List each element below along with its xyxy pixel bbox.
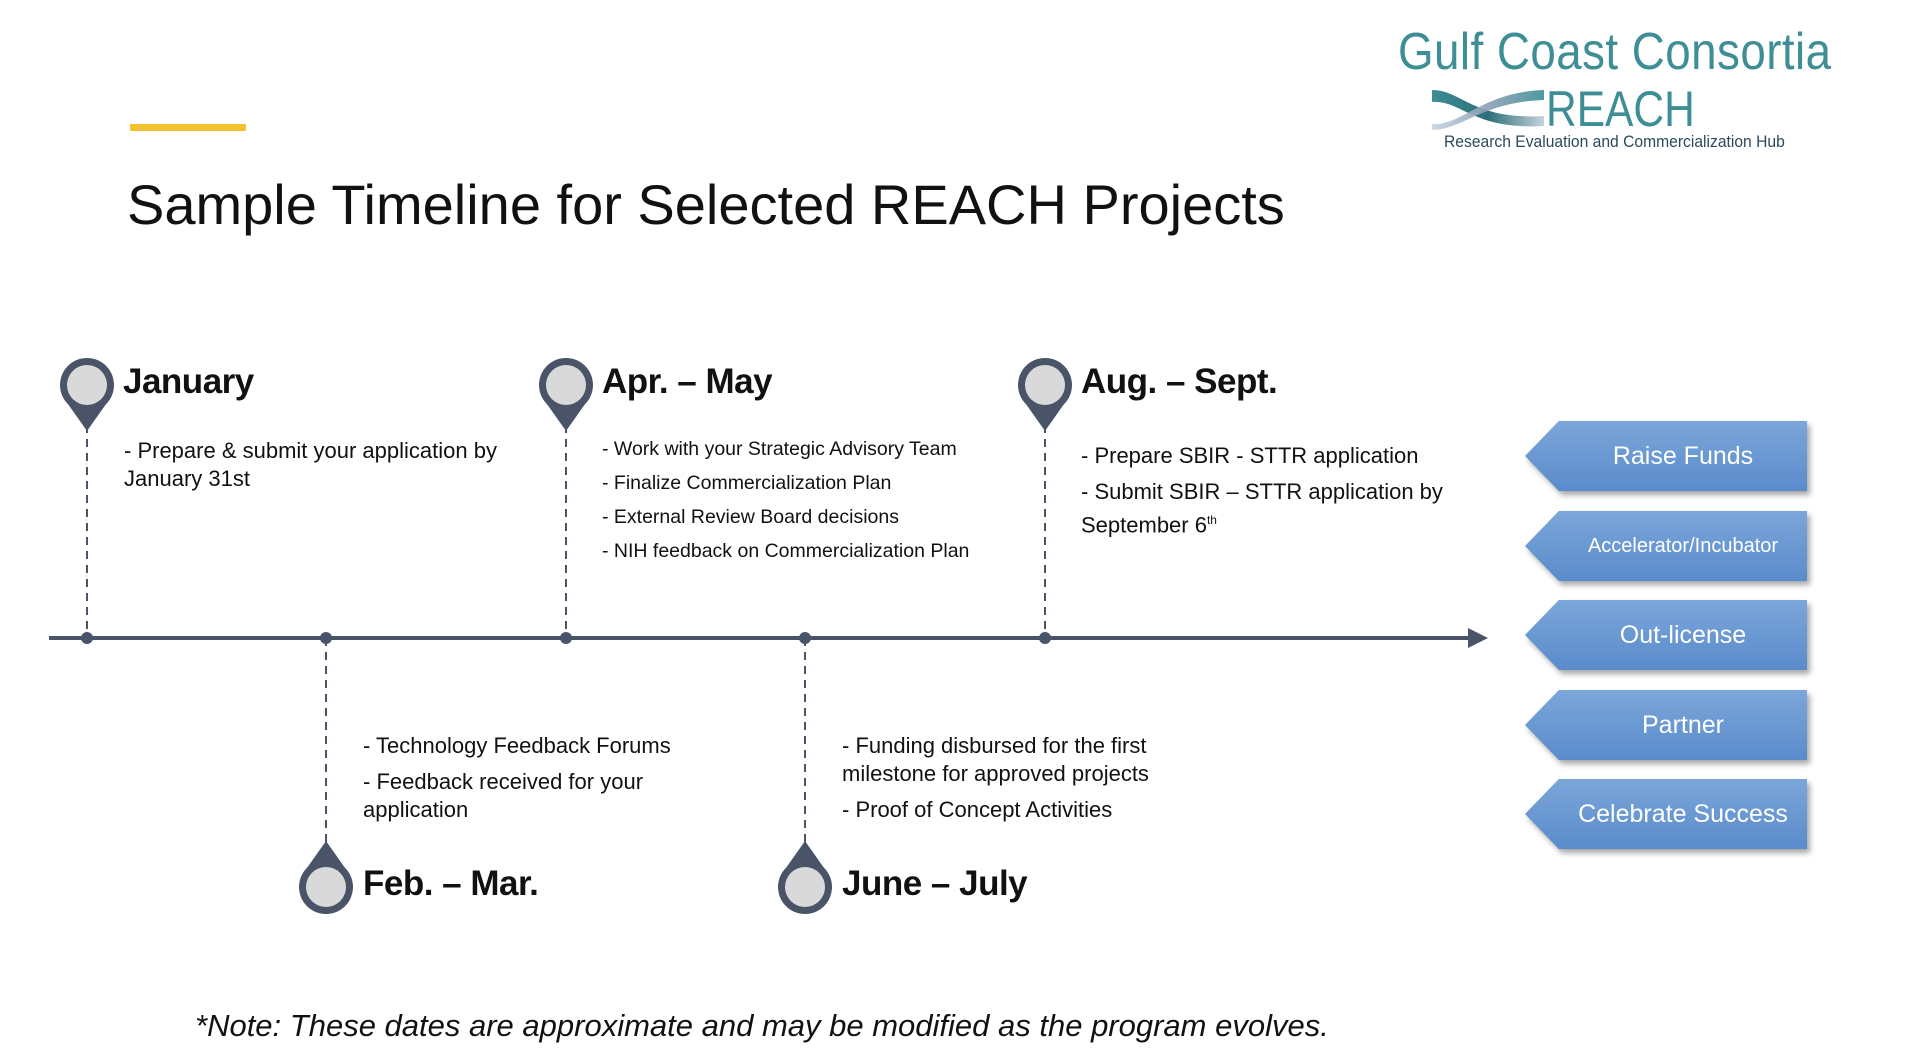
- logo-name: Gulf Coast Consortia: [1398, 23, 1832, 81]
- milestone-items-feb-mar: [363, 732, 743, 832]
- map-pin-center: [785, 867, 825, 907]
- milestone-item: - Technology Feedback Forums: [363, 733, 671, 758]
- outcome-out-license: Out-license: [1525, 600, 1807, 670]
- milestone-item: - NIH feedback on Commercialization Plan: [602, 540, 970, 562]
- milestone-heading-aug-sept: Aug. – Sept.: [1081, 362, 1278, 401]
- milestone-item: - Work with your Strategic Advisory Team: [602, 438, 957, 460]
- map-pin-center: [306, 867, 346, 907]
- milestone-items-aug-sept: [1081, 442, 1481, 547]
- outcome-accelerator-incubator: Accelerator/Incubator: [1525, 511, 1807, 581]
- timeline-dot: [320, 632, 332, 644]
- timeline-dot: [81, 632, 93, 644]
- map-pin-center: [546, 365, 586, 405]
- milestone-heading-june-july: June – July: [842, 864, 1028, 903]
- milestone-item: - Submit SBIR – STTR application by September 6th: [1081, 479, 1443, 538]
- milestone-heading-feb-mar: Feb. – Mar.: [363, 864, 539, 903]
- logo-reach: REACH: [1546, 81, 1695, 137]
- page-title: Sample Timeline for Selected REACH Projects: [127, 173, 1285, 236]
- logo-subtitle: Research Evaluation and Commercialization Hub: [1444, 132, 1785, 151]
- milestone-item: - Prepare & submit your application by January 31st: [124, 438, 497, 491]
- milestone-heading-january: January: [123, 362, 254, 401]
- milestone-item: - Feedback received for your application: [363, 769, 644, 822]
- milestone-item: - Funding disbursed for the first milestone for approved projects: [842, 733, 1149, 786]
- milestone-item: - Prepare SBIR - STTR application: [1081, 443, 1419, 468]
- milestone-item: - Finalize Commercialization Plan: [602, 472, 892, 494]
- map-pin-center: [67, 365, 107, 405]
- map-pin-center: [1025, 365, 1065, 405]
- timeline-dot: [799, 632, 811, 644]
- milestone-items-apr-may: [602, 436, 992, 572]
- timeline-dot: [1039, 632, 1051, 644]
- milestone-items-january: [124, 437, 524, 501]
- milestone-items-june-july: [842, 732, 1242, 832]
- milestone-item: - Proof of Concept Activities: [842, 797, 1113, 822]
- timeline-dot: [560, 632, 572, 644]
- milestone-item: - External Review Board decisions: [602, 506, 899, 528]
- timeline-arrowhead-icon: [1468, 628, 1488, 648]
- outcome-raise-funds: Raise Funds: [1525, 421, 1807, 491]
- footnote: *Note: These dates are approximate and may be modified as the program evolves.: [195, 1008, 1329, 1043]
- milestone-heading-apr-may: Apr. – May: [602, 362, 773, 401]
- outcome-partner: Partner: [1525, 690, 1807, 760]
- outcome-celebrate-success: Celebrate Success: [1525, 779, 1807, 849]
